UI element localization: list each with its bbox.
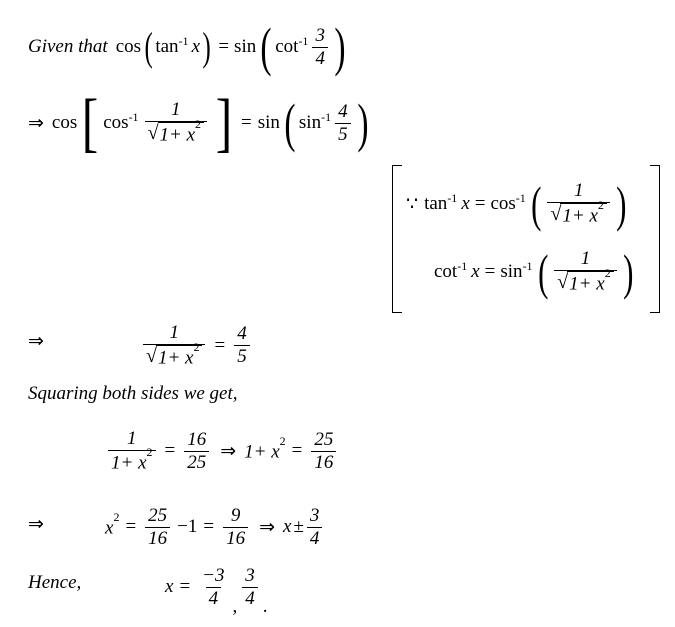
variable-x: x: [191, 36, 200, 57]
fraction-four-fifths: [335, 101, 351, 146]
fraction-denominator: [143, 339, 205, 369]
fraction-denominator: 4: [206, 587, 222, 610]
tan-inverse-sup: -1: [447, 190, 458, 205]
close-paren: ): [202, 24, 211, 69]
line-step-4-implies: [28, 513, 44, 536]
note-row-cot: [434, 244, 636, 300]
fraction-numerator: −3: [202, 565, 225, 586]
fraction-three-fourths: [312, 25, 328, 70]
exponent-2: 2: [193, 339, 200, 354]
radical-sign: √: [550, 203, 562, 226]
expression-step-1: [51, 86, 372, 159]
sin-inverse-sup: -1: [522, 258, 533, 273]
equals-sign-2: =: [203, 516, 215, 538]
expression-step-3: [105, 428, 339, 474]
fraction-denominator: 16: [145, 527, 170, 550]
comma: ,: [232, 595, 238, 617]
radicand: [567, 266, 614, 295]
given-label: Given that: [28, 36, 108, 57]
fraction-one-over-sqrt: [547, 180, 609, 227]
fraction-denominator: 4: [307, 527, 323, 550]
variable-x: x: [165, 576, 174, 598]
fraction-twentyfive-sixteenths: [311, 429, 336, 474]
line-given: [28, 17, 349, 77]
line-step-3: [105, 428, 339, 474]
implies-symbol-1: ⇒: [28, 112, 44, 134]
fraction-numerator: 3: [245, 565, 255, 586]
line-final-answer: [165, 565, 268, 617]
exponent-2: 2: [597, 198, 604, 213]
cos-function: cos: [115, 36, 142, 57]
hence-label: Hence,: [28, 572, 82, 593]
line-step-1: [28, 86, 372, 159]
line-step-4: [105, 505, 325, 550]
implies-symbol-3: ⇒: [220, 440, 237, 462]
implies-symbol-2: ⇒: [28, 331, 44, 352]
exponent-2: 2: [113, 510, 120, 525]
note-open-bracket: [392, 165, 402, 313]
fraction-denominator: 16: [223, 527, 248, 550]
fraction-nine-sixteenths: [223, 505, 248, 550]
fraction-denominator: [108, 444, 156, 474]
sin-inverse-function: sin: [298, 112, 322, 133]
open-paren: (: [530, 176, 542, 232]
radical-sign: √: [557, 271, 569, 294]
radical-sign: √: [147, 122, 159, 145]
minus-one: −1: [177, 516, 198, 538]
sin-inverse-function: sin: [500, 261, 523, 282]
x-squared: [105, 510, 120, 539]
cot-inverse-sup: -1: [457, 258, 468, 273]
fraction-denominator: [547, 198, 609, 227]
radical-sign: √: [146, 344, 157, 367]
fraction-numerator: 4: [237, 323, 247, 345]
line-hence-label: [28, 572, 81, 594]
fraction-four-fifths: [234, 323, 250, 368]
sqrt-expression: [557, 266, 613, 295]
cos-function: cos: [51, 112, 78, 133]
fraction-sixteen-twentyfifths: [184, 429, 209, 474]
implies-symbol-4: ⇒: [28, 514, 44, 535]
variable-x-2: x: [283, 516, 292, 538]
squaring-label: Squaring both sides we get,: [28, 383, 238, 404]
fraction-numerator: 1: [580, 248, 591, 270]
close-paren: ): [616, 176, 627, 232]
fraction-one-over-sqrt: [143, 322, 205, 369]
sin-inverse-sup: -1: [321, 109, 332, 124]
open-paren-2: (: [260, 17, 272, 77]
equals-sign-2: =: [291, 440, 303, 461]
fraction-one-over-sqrt: [554, 248, 616, 295]
line-step-2: [28, 330, 44, 353]
radicand: [560, 198, 607, 227]
fraction-numerator: 16: [187, 428, 207, 450]
fraction-denominator: 4: [242, 587, 258, 610]
fraction-denominator: [145, 117, 207, 146]
fraction-negative-three-fourths: [199, 565, 227, 610]
variable-x: x: [461, 193, 470, 214]
exponent-2: 2: [195, 117, 202, 132]
equals-sign: =: [164, 440, 176, 461]
equals-sign: =: [474, 193, 486, 214]
cos-inverse-sup: -1: [515, 190, 526, 205]
fraction-twentyfive-sixteenths: [145, 505, 170, 550]
note-close-bracket: [650, 165, 660, 313]
open-bracket: [: [81, 86, 99, 159]
fraction-numerator: 25: [148, 505, 168, 526]
sin-function: sin: [257, 112, 280, 133]
fraction-one-over-sqrt: [145, 99, 207, 146]
sin-function: sin: [234, 36, 257, 57]
base-text: 1+ x: [244, 441, 280, 463]
exponent-2: 2: [146, 444, 153, 459]
radicand-text: 1+ x: [562, 205, 598, 227]
note-row-tan: [406, 176, 630, 232]
equals-sign: =: [214, 334, 226, 356]
sqrt-expression: [550, 198, 606, 227]
note-identities-box: [392, 165, 660, 313]
sqrt-expression: [146, 339, 202, 369]
cot-inverse-function: cot: [275, 36, 299, 57]
therefore-symbol: ∵: [406, 193, 419, 215]
fraction-numerator: 1: [171, 99, 181, 121]
fraction-denominator: [554, 266, 616, 295]
plus-minus-sign: ±: [293, 516, 304, 538]
cos-inverse-sup: -1: [128, 109, 139, 124]
expression-final: [165, 565, 268, 617]
fraction-numerator: 9: [230, 505, 241, 526]
radicand-text: 1+ x: [159, 124, 196, 146]
open-paren: (: [284, 93, 296, 153]
tan-inverse-function: tan: [424, 193, 448, 214]
radicand: [158, 117, 205, 146]
variable-x: x: [105, 517, 114, 539]
radicand-text: 1+ x: [569, 273, 605, 295]
fraction-denominator: 4: [312, 47, 328, 70]
equals-sign: =: [125, 516, 137, 538]
fraction-numerator: 3: [315, 24, 325, 46]
close-paren: ): [357, 93, 369, 153]
open-paren: (: [144, 24, 153, 69]
exponent-2: 2: [604, 266, 611, 281]
fraction-one-over-one-plus-x2: [108, 428, 156, 474]
equals-sign: =: [484, 261, 496, 282]
fraction-three-fourths: [307, 505, 323, 550]
period: .: [262, 595, 268, 617]
line-squaring-text: [28, 383, 238, 405]
equals-sign: =: [241, 112, 252, 133]
cos-inverse-function: cos: [490, 193, 516, 214]
expression-given: [115, 17, 349, 77]
fraction-numerator: 1: [169, 322, 179, 343]
fraction-numerator: 1: [127, 428, 137, 449]
close-bracket: ]: [215, 86, 233, 159]
exponent-2: 2: [279, 433, 286, 448]
fraction-numerator: 25: [314, 428, 334, 450]
expression-step-4: [105, 505, 325, 550]
fraction-denominator: 5: [234, 345, 250, 368]
tan-inverse-sup: -1: [178, 33, 189, 48]
radicand-text: 1+ x: [157, 347, 194, 369]
expression-step-2-body: [140, 322, 253, 369]
close-paren: ): [622, 244, 634, 300]
fraction-denominator: 25: [184, 451, 209, 474]
sqrt-expression: [147, 117, 204, 146]
implies-symbol-5: ⇒: [259, 516, 276, 538]
fraction-three-fourths: [242, 565, 258, 610]
radicand: [156, 339, 203, 369]
equals-sign: =: [179, 576, 191, 598]
equals-sign: =: [218, 36, 230, 57]
fraction-numerator: 3: [309, 505, 320, 526]
expression-step-2: [140, 322, 253, 369]
denominator-base: 1+ x: [111, 452, 147, 474]
close-paren-2: ): [334, 17, 346, 77]
cot-inverse-function: cot: [434, 261, 458, 282]
one-plus-x-squared: [244, 433, 286, 463]
fraction-numerator: 1: [573, 180, 584, 202]
cos-inverse-function: cos: [103, 112, 129, 133]
cot-inverse-sup: -1: [298, 33, 309, 48]
variable-x: x: [471, 261, 480, 282]
tan-inverse-function: tan: [155, 36, 179, 57]
open-paren: (: [537, 244, 549, 300]
fraction-denominator: 5: [335, 123, 351, 146]
fraction-numerator: 4: [338, 100, 348, 122]
fraction-denominator: 16: [311, 451, 336, 474]
